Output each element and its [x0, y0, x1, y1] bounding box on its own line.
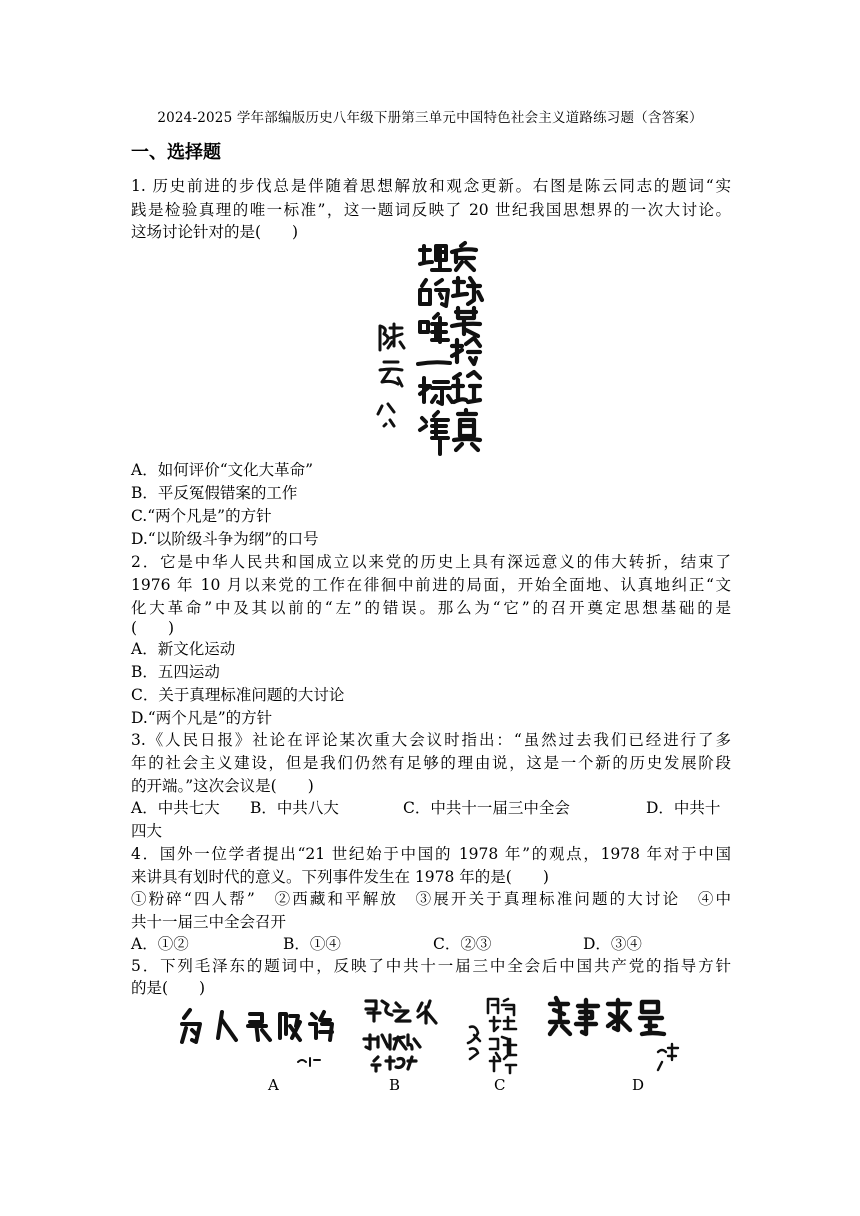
image-label-d: D [632, 1076, 645, 1094]
image-label-c: C [494, 1076, 506, 1094]
q2-stem-line: 化大革命”中及其以前的“左”的错误。那么为“它”的召开奠定思想基础的是 [131, 599, 731, 617]
mao-calligraphy-d-image [546, 994, 686, 1074]
q2-stem-line: 2．它是中华人民共和国成立以来党的历史上具有深远意义的伟大转折，结束了 [131, 553, 731, 571]
q4-option-c: C．②③ [433, 935, 492, 953]
q2-option-d: D.“两个凡是”的方针 [131, 709, 273, 727]
mao-calligraphy-c-image [466, 995, 526, 1075]
document-title: 2024-2025 学年部编版历史八年级下册第三单元中国特色社会主义道路练习题（含答案） [157, 110, 703, 126]
q1-option-d: D.“以阶级斗争为纲”的口号 [131, 530, 319, 548]
q1-option-b: B．平反冤假错案的工作 [131, 484, 298, 502]
q2-option-b: B．五四运动 [131, 663, 220, 681]
q3-option-b: B．中共八大 [250, 799, 339, 817]
q4-stem-line: 来讲具有划时代的意义。下列事件发生在 1978 年的是( ) [131, 868, 549, 886]
q4-stem-line: ①粉碎“四人帮” ②西藏和平解放 ③展开关于真理标准问题的大讨论 ④中 [131, 890, 731, 908]
q5-stem-line: 的是( ) [131, 979, 206, 997]
q1-stem-line: 这场讨论针对的是( ) [131, 223, 299, 241]
q4-option-a: A．①② [131, 935, 189, 953]
mao-calligraphy-a-image [178, 1000, 338, 1072]
q4-option-b: B．①④ [283, 935, 341, 953]
q1-option-a: A．如何评价“文化大革命” [131, 461, 314, 479]
q3-stem-line: 3.《人民日报》社论在评论某次重大会议时指出：“虽然过去我们已经进行了多 [131, 731, 731, 749]
q3-option-a: A．中共七大 [131, 799, 220, 817]
mao-calligraphy-b-image [362, 995, 454, 1075]
chen-yun-calligraphy-image [366, 238, 496, 460]
q4-option-d: D．③④ [583, 935, 642, 953]
q2-stem-line: 1976 年 10 月以来党的工作在徘徊中前进的局面，开始全面地、认真地纠正“文 [131, 576, 731, 594]
q4-stem-line: 4．国外一位学者提出“21 世纪始于中国的 1978 年”的观点，1978 年对于中国 [131, 845, 731, 863]
q1-stem-line: 践是检验真理的唯一标准”，这一题词反映了 20 世纪我国思想界的一次大讨论。 [131, 201, 731, 219]
q5-stem-line: 5．下列毛泽东的题词中，反映了中共十一届三中全会后中国共产党的指导方针 [131, 957, 731, 975]
q1-stem-line: 1. 历史前进的步伐总是伴随着思想解放和观念更新。右图是陈云同志的题词“实 [131, 177, 731, 195]
image-label-a: A [268, 1076, 279, 1094]
section-heading: 一、选择题 [131, 142, 221, 163]
q3-option-c: C．中共十一届三中全会 [403, 799, 570, 817]
q4-stem-line: 共十一届三中全会召开 [131, 913, 287, 931]
q3-option-d-wrap: 四大 [131, 822, 163, 840]
q3-stem-line: 的开端。”这次会议是( ) [131, 777, 314, 795]
q3-stem-line: 年的社会主义建设，但是我们仍然有足够的理由说，这是一个新的历史发展阶段 [131, 754, 731, 772]
image-label-b: B [389, 1076, 401, 1094]
q1-option-c: C.“两个凡是”的方针 [131, 507, 272, 525]
q2-stem-line: ( ) [131, 619, 175, 637]
q2-option-a: A．新文化运动 [131, 640, 236, 658]
q2-option-c: C．关于真理标准问题的大讨论 [131, 686, 345, 704]
q3-option-d: D．中共十 [646, 799, 721, 817]
